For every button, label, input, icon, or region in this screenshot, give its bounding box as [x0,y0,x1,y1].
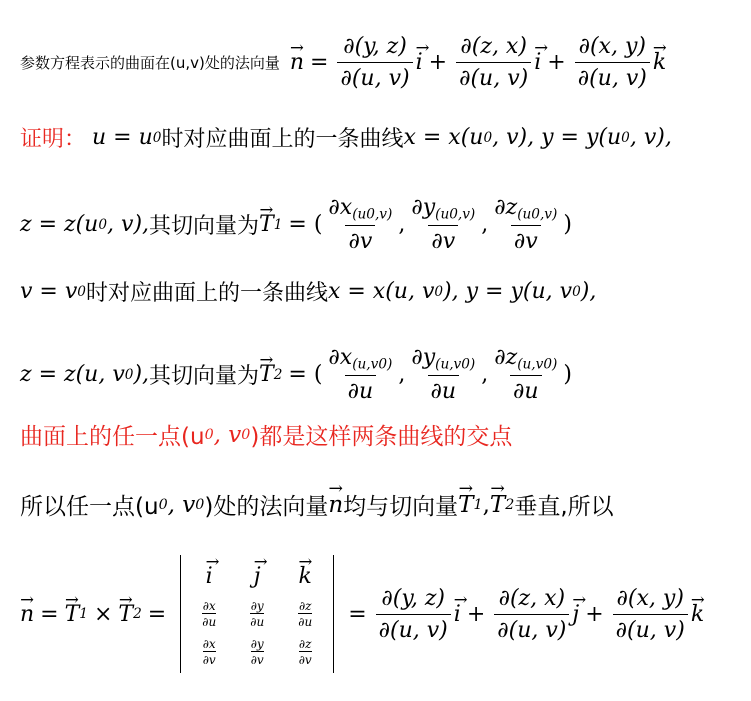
math-y: , v), y = y(u [492,125,622,150]
final-frac-xy: $\frac{\partial(x, y)}{\partial(u, v)}$ [613,586,688,643]
det-dz-du: $\frac{\partial z}{\partial u}$ [298,599,313,629]
header-frac-xy: $\frac{\partial(x, y)}{\partial(u, v)}$ [575,34,650,91]
text-6b: , v [167,491,196,518]
vector-i: → i [416,50,423,75]
header-text: 参数方程表示的曲面在(u,v)处的法向量 [20,54,280,72]
proof-line-6 [20,488,614,521]
vector-i-2: → i [534,50,541,75]
proof-label: 证明： [20,127,87,152]
math-x: x = x(u [403,125,484,150]
det-j: → j [254,564,261,589]
tangent-vector-t1-b: → T [458,492,473,518]
final-vector-j: → j [572,602,579,627]
math-z-end: , v), [107,212,150,238]
final-vector-k: → k [691,602,704,627]
det-dx-dv: $\frac{\partial x}{\partial v}$ [202,637,216,667]
math-v-eq: v = v [20,279,78,304]
final-frac-zx: $\frac{\partial(z, x)}{\partial(u, v)}$ [494,586,569,643]
curve-text: 时对应曲面上的一条曲线 [161,127,404,152]
normal-vector-n: → n [290,50,304,75]
curve-text-2: 时对应曲面上的一条曲线 [85,281,328,306]
comma: , [398,212,406,238]
sub-0: 0 [204,426,214,443]
final-vector-i: → i [454,602,461,627]
equals-paren: = ( [288,212,323,238]
sub-1: 1 [79,606,88,622]
comma: , [398,362,406,388]
tangent-vector-t2: → T [259,362,274,387]
sub-2: 2 [505,496,515,513]
det-dy-dv: $\frac{\partial y}{\partial v}$ [250,637,264,667]
sub-0: 0 [152,129,162,146]
math-z-2: z = z(u, v [20,362,125,388]
final-formula [20,555,704,673]
sub-0: 0 [77,283,86,300]
frac-dz-dv: $\frac{\partial z_{(u0,v)}}{\partial v}$ [494,195,558,255]
proof-line-3 [20,276,596,307]
sub-0: 0 [98,216,108,233]
header-formula [20,34,666,91]
proof-line-2 [20,195,572,254]
normal-vector-n-2: → n [328,492,343,518]
tangent-text: 其切向量为 [149,214,260,240]
tangent-vector-t1: → T [259,212,274,237]
comma: , [481,212,489,238]
vector-k: → k [653,50,666,75]
sub-0: 0 [195,496,205,513]
frac-dx-dv: $\frac{\partial x_{(u0,v)}}{\partial v}$ [328,195,393,255]
equals-sign: = [310,50,329,75]
close-paren-2: ) [563,362,572,388]
sub-0: 0 [621,129,630,146]
red-text-a: 曲面上的任一点(u [20,424,205,450]
sub-0: 0 [241,426,251,443]
text-6e: 垂直,所以 [514,494,614,520]
sub-1: 1 [273,216,283,233]
plus-sign-3: + [466,601,486,627]
tangent-vector-t2-c: → T [118,602,133,627]
sub-0: 0 [124,366,134,383]
final-frac-yz: $\frac{\partial(y, z)}{\partial(u, v)}$ [376,586,451,643]
tangent-text-2: 其切向量为 [149,364,260,390]
frac-dy-dv: $\frac{\partial y_{(u0,v)}}{\partial v}$ [411,195,476,255]
frac-dy-du: $\frac{\partial y_{(u,v0)}}{\partial u}$ [411,345,476,405]
plus-sign: + [428,50,448,75]
math-z-end-2: ), [133,362,150,388]
math-end: , v), [629,125,672,150]
sub-0: 0 [158,496,168,513]
math-y-2: ), y = y(u, v [443,279,573,304]
sub-0: 0 [572,283,581,300]
plus-sign-2: + [547,50,566,75]
equals-sign-4: = [147,601,167,627]
proof-line-1 [20,122,672,153]
text-6d: 均与切向量 [343,494,459,520]
sub-2: 2 [133,606,142,622]
determinant-matrix [180,555,334,673]
math-end-2: ), [580,279,597,304]
det-dz-dv: $\frac{\partial z}{\partial v}$ [298,637,312,667]
det-dx-du: $\frac{\partial x}{\partial u}$ [202,599,217,629]
frac-dx-du: $\frac{\partial x_{(u,v0)}}{\partial u}$ [328,345,393,405]
red-text-c: )都是这样两条曲线的交点 [250,424,513,450]
comma: , [481,362,489,388]
equals-paren-2: = ( [288,362,323,388]
comma: , [482,491,490,518]
sub-1: 1 [473,496,483,513]
red-text-b: , v [213,421,242,448]
sub-0: 0 [434,283,444,300]
det-dy-du: $\frac{\partial y}{\partial u}$ [250,599,265,629]
sub-2: 2 [273,366,283,383]
close-paren: ) [563,212,572,238]
det-i: → i [206,564,213,589]
tangent-vector-t2-b: → T [490,492,505,518]
intersection-statement [20,418,512,451]
times-sign: × [93,601,113,627]
proof-line-4 [20,345,572,404]
text-6c: )处的法向量 [204,494,329,520]
sub-0: 0 [483,129,493,146]
math-z: z = z(u [20,212,99,238]
det-k: → k [299,564,312,589]
math-u-eq: u = u [92,125,153,150]
frac-dz-du: $\frac{\partial z_{(u,v0)}}{\partial u}$ [494,345,558,405]
normal-vector-n-3: → n [20,602,34,627]
header-frac-zx: $\frac{\partial(z, x)}{\partial(u, v)}$ [456,34,531,91]
tangent-vector-t1-c: → T [65,602,80,627]
math-x-2: x = x(u, v [327,279,435,304]
header-frac-yz: $\frac{\partial(y, z)}{\partial(u, v)}$ [337,34,412,91]
equals-sign-3: = [40,601,59,627]
text-6a: 所以任一点(u [20,494,159,520]
plus-sign-4: + [585,601,604,627]
equals-sign-5: = [348,601,367,627]
